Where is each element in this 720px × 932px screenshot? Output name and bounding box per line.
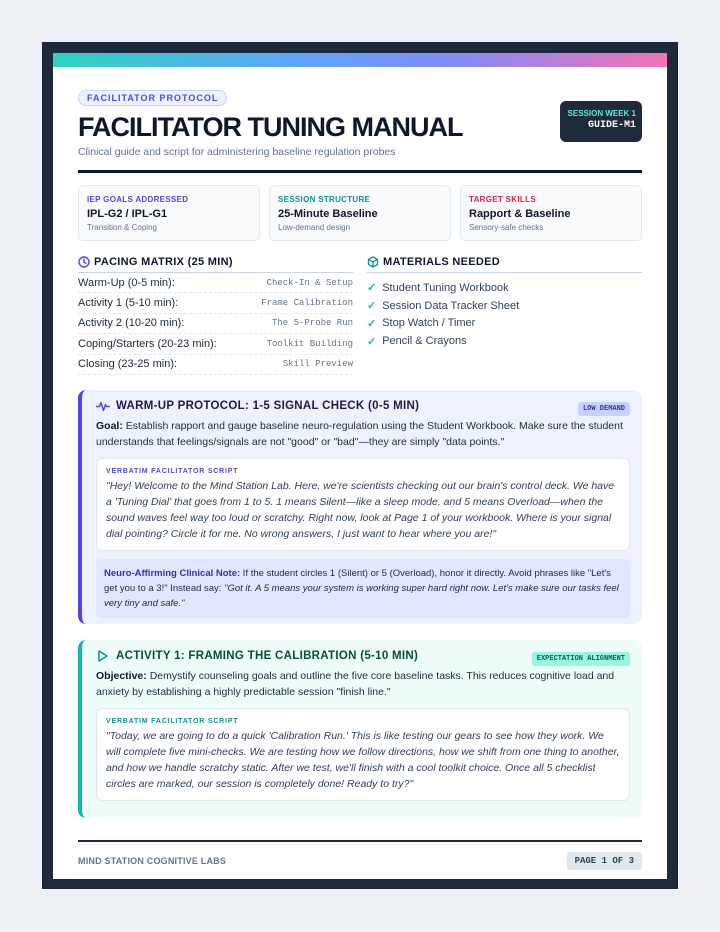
note-label: Neuro-Affirming Clinical Note:	[104, 567, 241, 579]
warmup-script-box	[96, 458, 630, 551]
list-item	[367, 297, 642, 315]
pacing-row	[78, 314, 353, 334]
pacing-row-label: Coping/Starters (20-23 min):	[78, 337, 217, 350]
pacing-row-value: Skill Preview	[282, 359, 353, 370]
clock-icon	[78, 256, 90, 268]
materials-list	[367, 256, 642, 375]
card-sub: Low-demand design	[278, 223, 351, 232]
card-sub: Transition & Coping	[87, 223, 157, 232]
card-label: TARGET SKILLS	[469, 195, 536, 204]
card-value: 25-Minute Baseline	[278, 208, 378, 220]
pacing-row-value: Toolkit Building	[266, 338, 353, 349]
material-label: Student Tuning Workbook	[382, 281, 509, 294]
check-icon: ✓	[367, 317, 377, 330]
expectation-alignment-tag: EXPECTATION ALIGNMENT	[532, 652, 630, 666]
badge-session-week: SESSION WEEK 1	[567, 109, 636, 118]
objective-text: Demystify counseling goals and outline the five core baseline tasks. This reduces cognitive load and anxiety by establishing a highly predictable session "finish line."	[96, 669, 615, 698]
check-icon: ✓	[367, 335, 377, 348]
pacing-row-label: Warm-Up (0-5 min):	[78, 276, 175, 289]
play-icon	[96, 650, 110, 662]
pacing-row	[78, 293, 353, 313]
objective-label: Objective:	[96, 669, 147, 682]
activity-1-title: ACTIVITY 1: FRAMING THE CALIBRATION (5-10 MIN)	[116, 649, 419, 662]
material-label: Stop Watch / Timer	[382, 317, 476, 330]
script-label: VERBATIM FACILITATOR SCRIPT	[106, 717, 239, 725]
page-title: FACILITATOR TUNING MANUAL	[78, 112, 463, 142]
activity-1-script-box	[96, 708, 630, 801]
pacing-row-label: Closing (23-25 min):	[78, 358, 178, 371]
note-quote: "Got it. A 5 means your system is working super hard right now. Let's make sure our tasks feel very tiny and safe."	[104, 582, 619, 609]
material-label: Session Data Tracker Sheet	[382, 299, 520, 312]
goal-label: Goal:	[96, 419, 123, 432]
card-target-skills	[460, 185, 642, 241]
pulse-icon	[96, 400, 110, 412]
material-label: Pencil & Crayons	[382, 335, 467, 348]
warmup-title: WARM-UP PROTOCOL: 1-5 SIGNAL CHECK (0-5 MIN)	[116, 399, 420, 412]
list-item	[367, 332, 642, 350]
activity-1-objective	[96, 668, 630, 700]
pacing-row-value: Frame Calibration	[261, 298, 353, 309]
card-session-structure	[269, 185, 451, 241]
gradient-bar	[53, 53, 667, 67]
card-label: IEP GOALS ADDRESSED	[87, 195, 189, 204]
warmup-protocol-section	[78, 390, 642, 624]
card-value: IPL-G2 / IPL-G1	[87, 208, 168, 220]
pacing-row	[78, 334, 353, 354]
note-text: If the student circles 1 (Silent) or 5 (Overload), honor it directly. Avoid phrases like "Let's get you to a 3!" Instead say:	[104, 567, 611, 594]
pacing-row-label: Activity 1 (5-10 min):	[78, 297, 179, 310]
page-number: PAGE 1 OF 3	[567, 852, 642, 870]
pacing-heading	[78, 256, 353, 273]
pacing-row-value: Check-In & Setup	[266, 277, 353, 288]
list-item	[367, 279, 642, 297]
card-label: SESSION STRUCTURE	[278, 195, 371, 204]
box-icon	[367, 256, 379, 268]
pacing-row	[78, 355, 353, 375]
check-icon: ✓	[367, 300, 377, 313]
card-iep-goals	[78, 185, 260, 241]
header-divider	[78, 170, 642, 173]
card-value: Rapport & Baseline	[469, 208, 571, 220]
script-label: VERBATIM FACILITATOR SCRIPT	[106, 467, 239, 475]
page-footer	[78, 852, 642, 870]
materials-heading-label: MATERIALS NEEDED	[383, 256, 501, 268]
summary-cards	[78, 185, 642, 241]
script-text: "Today, we are going to do a quick 'Calibration Run.' This is like testing our gears to see how they work. We will complete five mini-checks. We are testing how we follow directions, how we shift from one thing to another, and how we handle scratchy static. After we test, we'll finish with a cool toolkit choice. Once all 5 checklist circles are marked, our session is completely done! Ready to try?"	[106, 729, 620, 790]
pacing-row-label: Activity 2 (10-20 min):	[78, 317, 185, 330]
footer-org: MIND STATION COGNITIVE LABS	[78, 855, 227, 866]
list-item	[367, 315, 642, 333]
script-text: "Hey! Welcome to the Mind Station Lab. Here, we're scientists checking out our brain's control deck. We have a 'Tuning Dial' that goes from 1 to 5. 1 means Silent—like a sleep mode, and 5 means Overload—when the sound waves feel way too loud or scratchy. Right now, look at Page 1 of your workbook. Where is your signal dial pointing? Circle it for me. No wrong answers, I just want to hear where you are!"	[106, 479, 615, 540]
session-badge	[560, 101, 642, 142]
low-demand-tag: LOW DEMAND	[578, 402, 630, 416]
check-icon: ✓	[367, 282, 377, 295]
pacing-row-value: The 5-Probe Run	[271, 318, 353, 329]
card-sub: Sensory-safe checks	[469, 223, 544, 232]
activity-1-section	[78, 640, 642, 818]
warmup-goal	[96, 418, 630, 450]
pacing-heading-label: PACING MATRIX (25 MIN)	[94, 256, 233, 268]
page-subtitle: Clinical guide and script for administering baseline regulation probes	[78, 146, 396, 158]
badge-guide-code: GUIDE-M1	[587, 120, 636, 131]
eyebrow-pill: FACILITATOR PROTOCOL	[78, 90, 227, 106]
goal-text: Establish rapport and gauge baseline neuro-regulation using the Student Workbook. Make sure the student understands that feelings/signals are not "good" or "bad"—they are simply "data points."	[96, 419, 623, 448]
clinical-note	[96, 559, 630, 618]
pacing-row	[78, 273, 353, 293]
materials-heading	[367, 256, 642, 273]
pacing-matrix	[78, 256, 353, 375]
document-page	[53, 53, 667, 879]
footer-divider	[78, 840, 642, 842]
